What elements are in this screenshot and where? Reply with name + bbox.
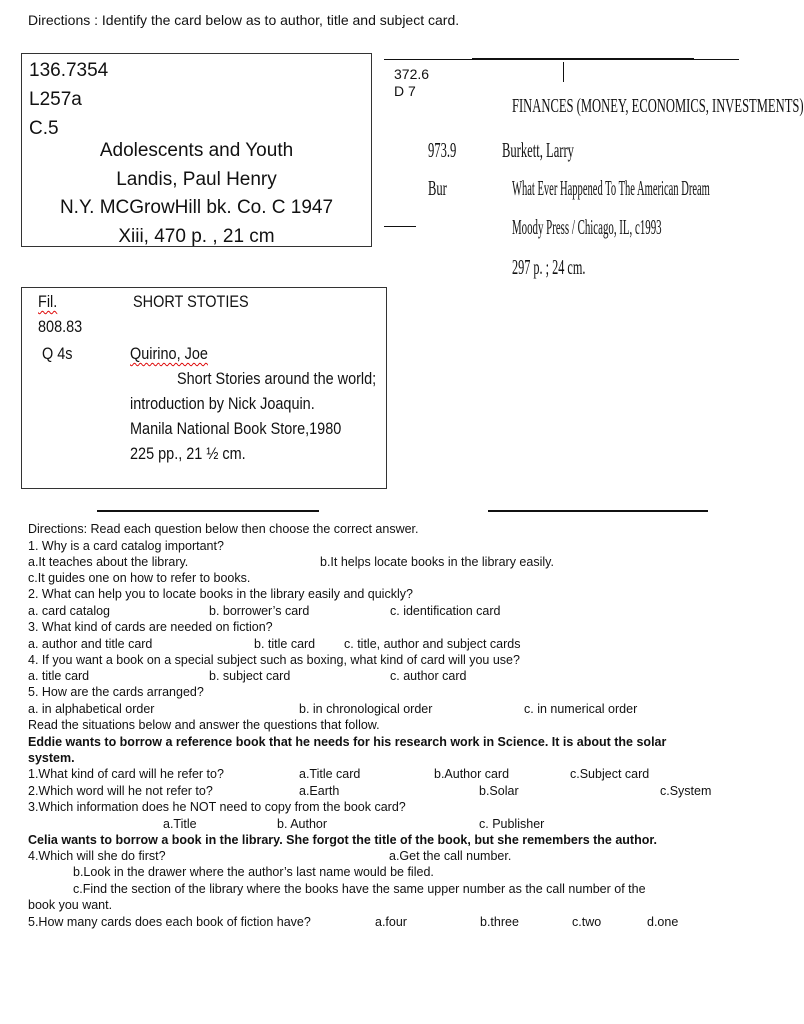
q5-option-a: a. in alphabetical order xyxy=(28,702,155,716)
s3-option-b: b. Author xyxy=(277,817,328,831)
card3-subject: SHORT STOTIES xyxy=(133,292,249,311)
card3-title-line1: Short Stories around the world; xyxy=(177,369,377,388)
answer-blank-2 xyxy=(488,510,708,512)
q3-option-b: b. title card xyxy=(254,637,316,651)
q4-option-b: b. subject card xyxy=(209,669,291,683)
s3: 3.Which information does he NOT need to copy from the book card? xyxy=(28,800,406,814)
s4-option-c: c.Find the section of the library where the books have the same upper number as the call number of the xyxy=(73,882,646,896)
s4-option-b: b.Look in the drawer where the author’s last name would be filed. xyxy=(73,865,434,879)
s5: 5.How many cards does each book of fiction have? xyxy=(28,915,311,929)
card2-tick xyxy=(563,62,564,82)
s2-option-b: b.Solar xyxy=(479,784,519,798)
q4: 4. If you want a book on a special subject such as boxing, what kind of card will you use? xyxy=(28,653,520,667)
card2-author: Burkett, Larry xyxy=(502,138,574,162)
q1-option-b: b.It helps locate books in the library easily. xyxy=(320,555,554,569)
s1-option-c: c.Subject card xyxy=(570,767,650,781)
situations-directions: Read the situations below and answer the questions that follow. xyxy=(28,718,380,732)
s5-option-d: d.one xyxy=(647,915,679,929)
card3-title-line2: introduction by Nick Joaquin. xyxy=(130,394,315,413)
s1-option-a: a.Title card xyxy=(299,767,361,781)
answer-blank-1 xyxy=(97,510,319,512)
eddie-situation-line1: Eddie wants to borrow a reference book that he needs for his research work in Science. It is about the solar xyxy=(28,735,667,749)
card2-call-number: 973.9 xyxy=(428,138,457,162)
card2-top-call-number: 372.6 xyxy=(394,66,430,82)
s3-option-a: a.Title xyxy=(163,817,197,831)
q2-option-a: a. card catalog xyxy=(28,604,110,618)
s4-option-a: a.Get the call number. xyxy=(389,849,512,863)
q1: 1. Why is a card catalog important? xyxy=(28,539,224,553)
card3-call-letters: Q 4s xyxy=(42,344,73,363)
s5-option-a: a.four xyxy=(375,915,407,929)
s1: 1.What kind of card will he refer to? xyxy=(28,767,224,781)
q2: 2. What can help you to locate books in the library easily and quickly? xyxy=(28,587,413,601)
card2-title: What Ever Happened To The American Dream xyxy=(512,176,710,200)
card2-publisher: Moody Press / Chicago, IL, c1993 xyxy=(512,215,662,239)
questions-directions: Directions: Read each question below then choose the correct answer. xyxy=(28,522,419,536)
q4-option-a: a. title card xyxy=(28,669,90,683)
s5-option-b: b.three xyxy=(480,915,519,929)
directions-heading: Directions : Identify the card below as to author, title and subject card. xyxy=(28,12,460,28)
q2-option-c: c. identification card xyxy=(390,604,501,618)
card2-collation: 297 p. ; 24 cm. xyxy=(512,255,586,279)
catalog-card-1 xyxy=(21,53,372,247)
card1-author: Landis, Paul Henry xyxy=(116,168,277,190)
q1-option-c: c.It guides one on how to refer to books. xyxy=(28,571,251,585)
card2-call-letters: Bur xyxy=(428,176,447,200)
q2-option-b: b. borrower’s card xyxy=(209,604,310,618)
eddie-situation-line2: system. xyxy=(28,751,75,765)
celia-situation: Celia wants to borrow a book in the library. She forgot the title of the book, but she remembers the author. xyxy=(28,833,658,847)
card3-fil: Fil. xyxy=(38,292,58,311)
catalog-card-3 xyxy=(21,287,387,489)
s1-option-b: b.Author card xyxy=(434,767,510,781)
card1-call-letters: L257a xyxy=(29,89,82,110)
s5-option-c: c.two xyxy=(572,915,602,929)
card2-top-rule-thick xyxy=(472,58,694,60)
card2-subject: FINANCES (MONEY, ECONOMICS, INVESTMENTS) xyxy=(512,94,804,117)
s2-option-c: c.System xyxy=(660,784,712,798)
q5-option-c: c. in numerical order xyxy=(524,702,638,716)
card1-call-number: 136.7354 xyxy=(29,60,109,81)
q3-option-c: c. title, author and subject cards xyxy=(344,637,521,651)
s4: 4.Which will she do first? xyxy=(28,849,166,863)
card3-publisher: Manila National Book Store,1980 xyxy=(130,419,342,438)
card3-call-number: 808.83 xyxy=(38,317,83,336)
card2-left-rule xyxy=(384,226,416,227)
card3-author: Quirino, Joe xyxy=(130,344,208,363)
q3-option-a: a. author and title card xyxy=(28,637,153,651)
q4-option-c: c. author card xyxy=(390,669,467,683)
s2: 2.Which word will he not refer to? xyxy=(28,784,213,798)
s3-option-c: c. Publisher xyxy=(479,817,545,831)
card1-collation: Xiii, 470 p. , 21 cm xyxy=(118,225,275,247)
s2-option-a: a.Earth xyxy=(299,784,340,798)
card1-copy: C.5 xyxy=(29,118,59,139)
q5: 5. How are the cards arranged? xyxy=(28,685,204,699)
card1-publisher: N.Y. MCGrowHill bk. Co. C 1947 xyxy=(59,197,334,218)
q5-option-b: b. in chronological order xyxy=(299,702,433,716)
card1-title: Adolescents and Youth xyxy=(99,140,294,161)
card3-collation: 225 pp., 21 ½ cm. xyxy=(130,444,246,463)
s4-option-c-cont: book you want. xyxy=(28,898,113,912)
card2-top-call-letters: D 7 xyxy=(394,83,416,99)
q1-option-a: a.It teaches about the library. xyxy=(28,555,189,569)
q3: 3. What kind of cards are needed on fiction? xyxy=(28,620,273,634)
